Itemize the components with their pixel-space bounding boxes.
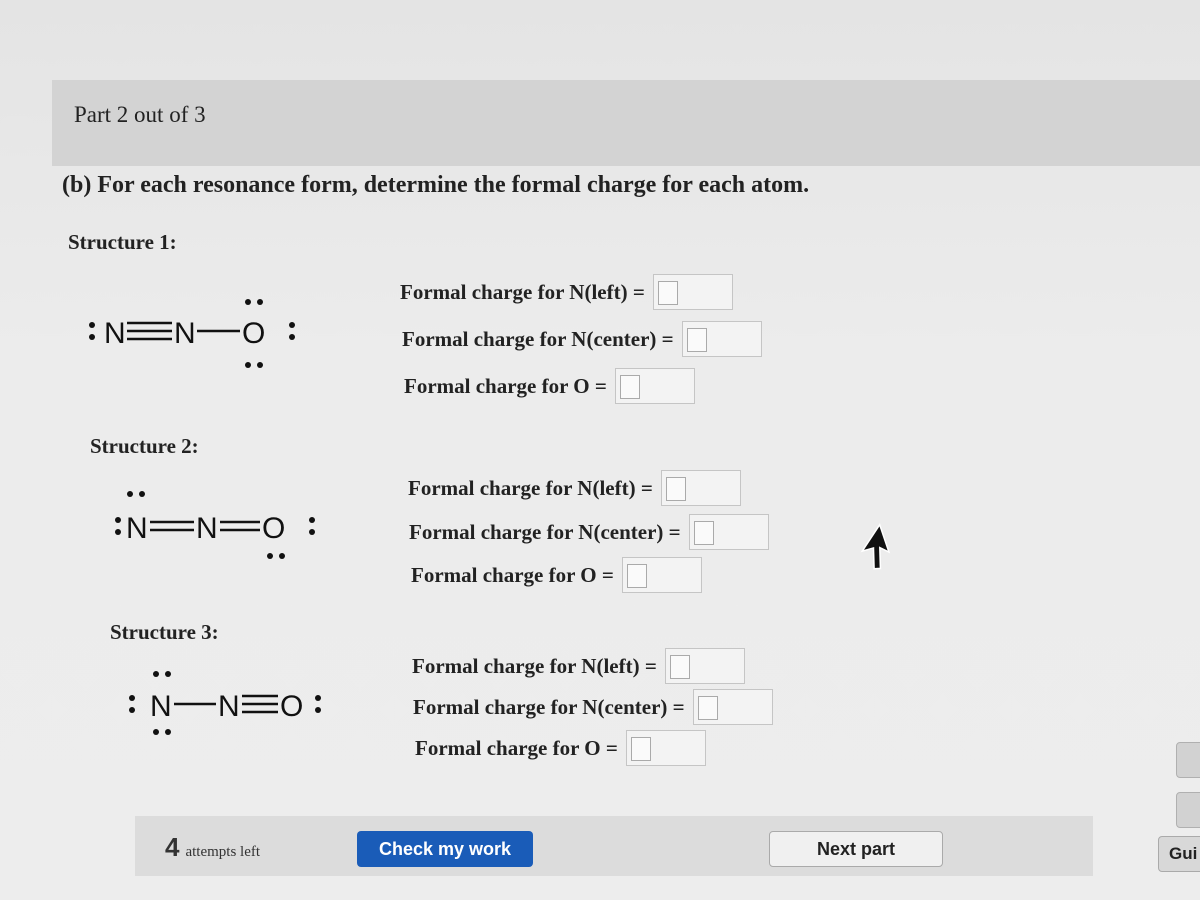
check-my-work-button[interactable]: Check my work	[357, 831, 533, 867]
s2-n-center-label: Formal charge for N(center) =	[409, 519, 681, 544]
part-header	[52, 80, 1200, 166]
s3-n-center-label: Formal charge for N(center) =	[413, 694, 685, 719]
svg-text:O: O	[242, 317, 266, 350]
s2-n-left-row	[408, 470, 741, 506]
side-toggle-button[interactable]	[1176, 742, 1200, 778]
next-part-button[interactable]: Next part	[769, 831, 943, 867]
svg-text:N: N	[174, 317, 196, 350]
attempts-text: attempts left	[185, 844, 261, 860]
s3-n-center-input[interactable]	[693, 689, 773, 725]
structure-1-lewis-diagram	[80, 285, 320, 375]
structure-3-lewis-diagram	[122, 660, 352, 750]
question-text: (b) For each resonance form, determine the formal charge for each atom.	[62, 172, 810, 198]
s2-n-left-label: Formal charge for N(left) =	[408, 475, 653, 500]
attempts-indicator	[165, 832, 260, 863]
svg-text:O: O	[262, 512, 286, 545]
s3-o-input[interactable]	[626, 730, 706, 766]
svg-text:N: N	[126, 512, 148, 545]
structure-1-label: Structure 1:	[68, 230, 177, 254]
s2-o-label: Formal charge for O =	[411, 562, 614, 587]
s1-n-center-input[interactable]	[682, 321, 762, 357]
s2-o-input[interactable]	[622, 557, 702, 593]
s3-o-row	[415, 730, 706, 766]
svg-text:O: O	[280, 690, 304, 723]
svg-text:N: N	[218, 690, 240, 723]
s3-o-label: Formal charge for O =	[415, 735, 618, 760]
s2-o-row	[411, 557, 702, 593]
s3-n-left-label: Formal charge for N(left) =	[412, 653, 657, 678]
footer-bar	[135, 816, 1093, 876]
guide-button[interactable]: Gui	[1158, 836, 1200, 872]
s1-n-center-label: Formal charge for N(center) =	[402, 326, 674, 351]
structure-3-label: Structure 3:	[110, 620, 219, 644]
s1-n-left-label: Formal charge for N(left) =	[400, 279, 645, 304]
s3-n-left-input[interactable]	[665, 648, 745, 684]
s1-o-label: Formal charge for O =	[404, 373, 607, 398]
structure-2-lewis-diagram	[108, 484, 338, 574]
s1-o-input[interactable]	[615, 368, 695, 404]
arrow-cursor-icon	[852, 522, 894, 570]
attempts-count: 4	[165, 832, 180, 862]
s1-n-center-row	[402, 321, 762, 357]
svg-text:N: N	[196, 512, 218, 545]
s2-n-center-input[interactable]	[689, 514, 769, 550]
s2-n-center-row	[409, 514, 769, 550]
part-title: Part 2 out of 3	[74, 102, 206, 127]
svg-text:N: N	[150, 690, 172, 723]
s2-n-left-input[interactable]	[661, 470, 741, 506]
svg-text:N: N	[104, 317, 126, 350]
s3-n-left-row	[412, 648, 745, 684]
s1-n-left-row	[400, 274, 733, 310]
s3-n-center-row	[413, 689, 773, 725]
side-toggle-button-2[interactable]	[1176, 792, 1200, 828]
s1-o-row	[404, 368, 695, 404]
structure-2-label: Structure 2:	[90, 434, 199, 458]
s1-n-left-input[interactable]	[653, 274, 733, 310]
